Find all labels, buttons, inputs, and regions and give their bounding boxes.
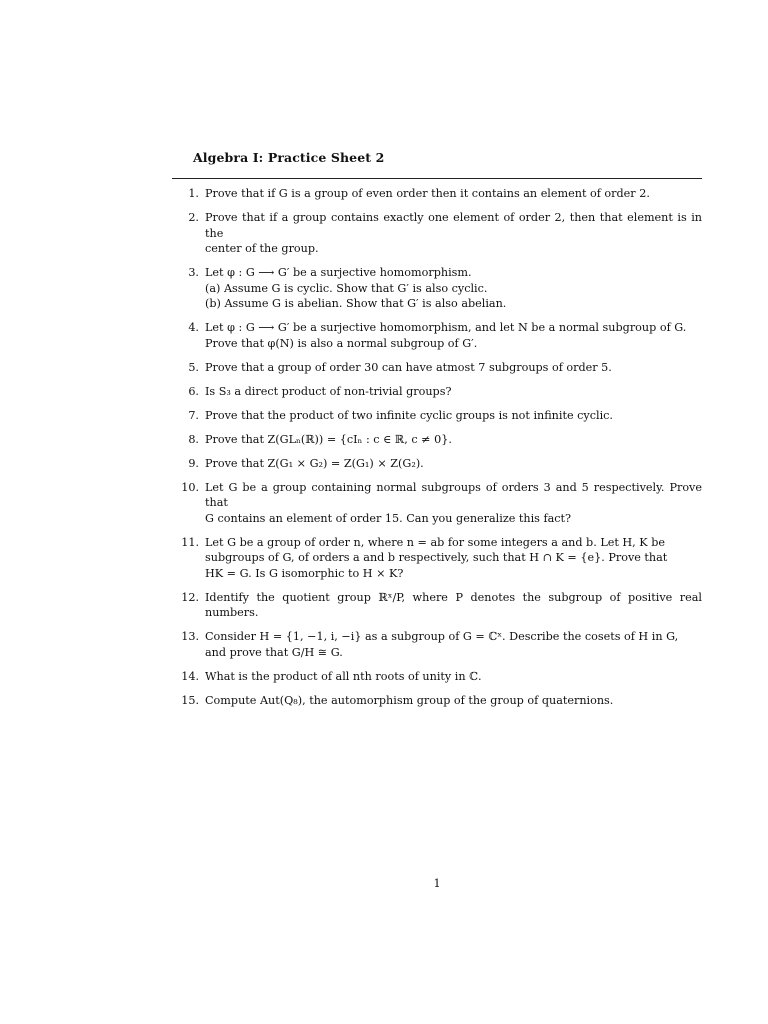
problem-text-line: HK = G. Is G isomorphic to H × K? xyxy=(205,566,404,580)
problem-text-line: Let G be a group of order n, where n = ab for some integers a and b. Let H, K be xyxy=(205,535,665,549)
problem-item xyxy=(172,432,702,448)
problem-text-line: Prove that the product of two infinite cyclic groups is not infinite cyclic. xyxy=(205,408,613,422)
problem-number: 7. xyxy=(188,408,199,422)
problem-item xyxy=(172,480,702,527)
problem-item xyxy=(172,535,702,582)
problem-item xyxy=(172,320,702,351)
problem-number: 1. xyxy=(188,187,199,200)
page-title: Algebra I: Practice Sheet 2 xyxy=(193,150,385,165)
problem-text-line: Prove that Z(G₁ × G₂) = Z(G₁) × Z(G₂). xyxy=(205,456,424,470)
problem-number: 9. xyxy=(188,456,199,470)
problem-number: 4. xyxy=(188,321,199,334)
problem-text-line: Is S₃ a direct product of non-trivial groups? xyxy=(205,384,452,398)
problem-number: 13. xyxy=(181,630,199,643)
problem-text-line: Let φ : G ⟶ G′ be a surjective homomorphism, and let N be a normal subgroup of G. xyxy=(205,321,687,334)
problem-number: 15. xyxy=(181,693,199,707)
problem-number: 14. xyxy=(181,669,199,683)
problem-text-line: center of the group. xyxy=(205,242,319,255)
problem-text-line: and prove that G/H ≅ G. xyxy=(205,645,343,659)
problem-text-line: Identify the quotient group ℝˣ/P, where P denotes the subgroup of positive real numbers. xyxy=(205,590,702,619)
problem-item xyxy=(172,384,702,400)
problem-item xyxy=(172,629,702,660)
problem-text-line: subgroups of G, of orders a and b respectively, such that H ∩ K = {e}. Prove that xyxy=(205,551,668,564)
problem-text-line: Prove that Z(GLₙ(ℝ)) = {cIₙ : c ∈ ℝ, c ≠ 0}. xyxy=(205,432,452,446)
problem-number: 10. xyxy=(181,480,199,494)
problem-list xyxy=(172,186,702,717)
problem-item xyxy=(172,210,702,257)
problem-text-line: Let G be a group containing normal subgroups of orders 3 and 5 respectively. Prove that xyxy=(205,480,702,509)
problem-text-line: Prove that if a group contains exactly one element of order 2, then that element is in the xyxy=(205,211,702,240)
title-divider xyxy=(172,178,702,179)
problem-number: 2. xyxy=(188,211,199,224)
problem-item xyxy=(172,265,702,312)
problem-number: 6. xyxy=(188,384,199,398)
problem-item xyxy=(172,456,702,472)
problem-number: 8. xyxy=(188,432,199,446)
problem-number: 12. xyxy=(181,590,199,604)
problem-text-line: (b) Assume G is abelian. Show that G′ is also abelian. xyxy=(205,297,507,310)
problem-text-line: Prove that if G is a group of even order then it contains an element of order 2. xyxy=(205,187,650,200)
problem-item xyxy=(172,693,702,709)
problem-item xyxy=(172,360,702,376)
problem-text-line: What is the product of all nth roots of unity in ℂ. xyxy=(205,669,482,683)
problem-text-line: G contains an element of order 15. Can you generalize this fact? xyxy=(205,511,572,525)
problem-number: 5. xyxy=(188,360,199,374)
problem-number: 11. xyxy=(181,535,199,549)
problem-item xyxy=(172,669,702,685)
problem-text-line: Prove that φ(N) is also a normal subgroup of G′. xyxy=(205,336,478,350)
problem-item xyxy=(172,186,702,202)
page-number: 1 xyxy=(433,877,441,890)
problem-item xyxy=(172,408,702,424)
problem-number: 3. xyxy=(188,266,199,279)
problem-text-line: Let φ : G ⟶ G′ be a surjective homomorphism. xyxy=(205,266,472,279)
problem-text-line: Consider H = {1, −1, i, −i} as a subgroup of G = ℂˣ. Describe the cosets of H in G, xyxy=(205,630,679,643)
problem-text-line: Prove that a group of order 30 can have atmost 7 subgroups of order 5. xyxy=(205,360,612,374)
problem-text-line: Compute Aut(Q₈), the automorphism group of the group of quaternions. xyxy=(205,693,614,707)
problem-text-line: (a) Assume G is cyclic. Show that G′ is also cyclic. xyxy=(205,281,488,295)
problem-item xyxy=(172,590,702,621)
